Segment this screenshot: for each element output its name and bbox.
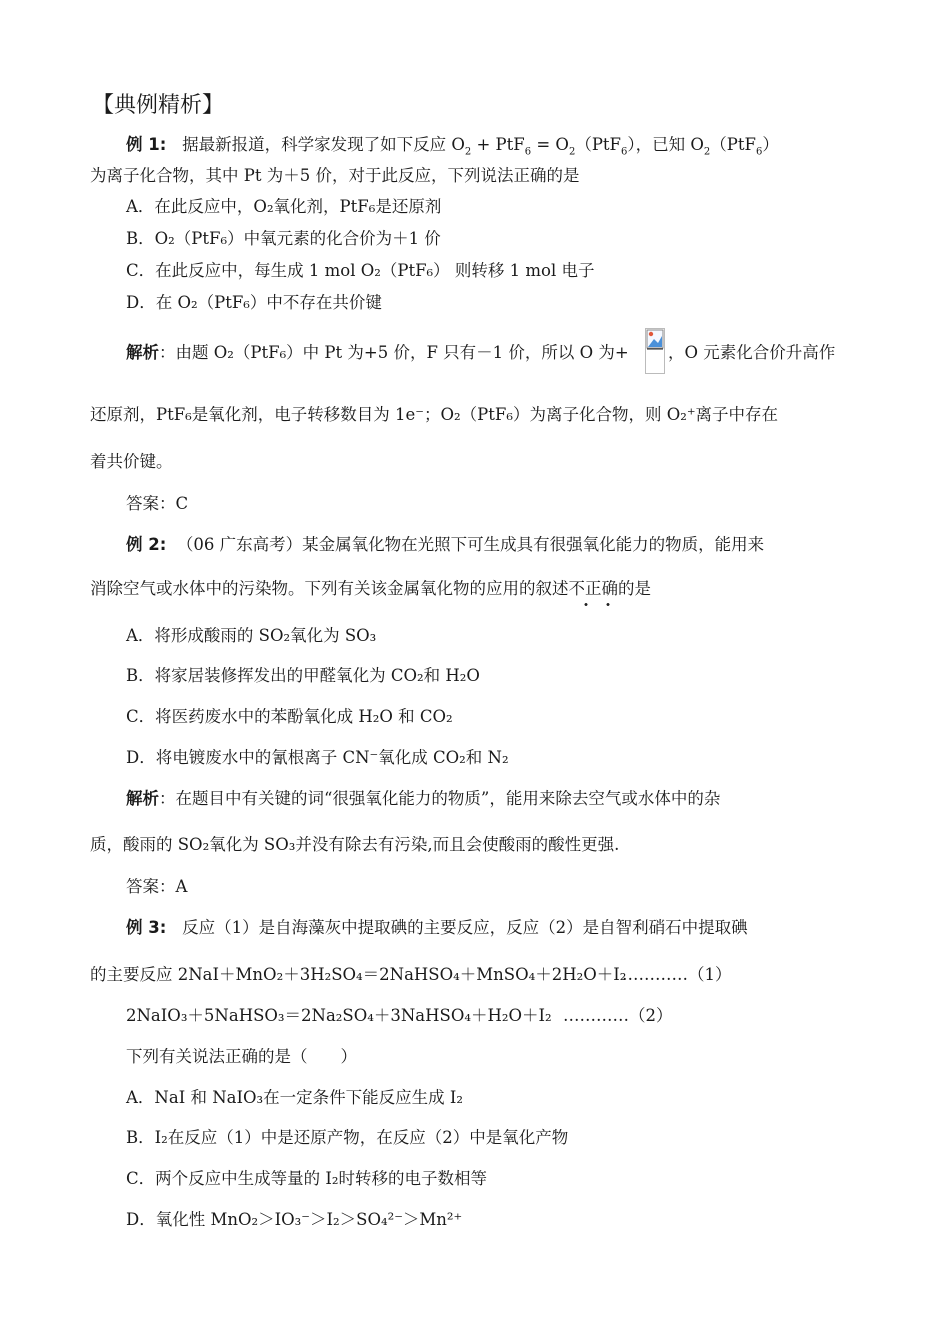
example-1-question-line-2: 为离子化合物，其中 Pt 为＋5 价，对于此反应，下列说法正确的是 — [90, 166, 580, 185]
example-1-analysis-line-3: 着共价键。 — [90, 452, 173, 471]
example-2-option-d: D．将电镀废水中的氰根离子 CN⁻氧化成 CO₂和 N₂ — [126, 748, 509, 767]
example-3-option-a: A．NaI 和 NaIO₃在一定条件下能反应生成 I₂ — [126, 1088, 464, 1107]
example-1-analysis-line-1-tail: ，O 元素化合价升高作 — [668, 343, 836, 362]
equation-2-number: …………（2） — [563, 1006, 673, 1025]
analysis-label: 解析 — [126, 789, 159, 808]
analysis-label: 解析 — [126, 343, 159, 362]
example-3-label: 例 3: — [126, 918, 167, 937]
example-2-option-c: C．将医药废水中的苯酚氧化成 H₂O 和 CO₂ — [126, 707, 453, 726]
example-3-question-line-1: 例 3: 反应（1）是自海藻灰中提取碘的主要反应，反应（2）是自智利硝石中提取碘 — [126, 918, 748, 937]
example-3-question-prompt: 下列有关说法正确的是（ ） — [126, 1047, 357, 1066]
example-1-option-b: B．O₂（PtF₆）中氧元素的化合价为＋1 价 — [126, 229, 441, 248]
example-1-option-c: C．在此反应中，每生成 1 mol O₂（PtF₆） 则转移 1 mol 电子 — [126, 261, 595, 280]
example-1-option-a: A．在此反应中，O₂氧化剂，PtF₆是还原剂 — [126, 197, 442, 216]
equation-1-number: …………（1） — [622, 965, 732, 984]
example-2-question-line-2: 消除空气或水体中的污染物。下列有关该金属氧化物的应用的叙述不正确的是 — [90, 579, 651, 598]
example-1-analysis-line-1: 解析：由题 O₂（PtF₆）中 Pt 为+5 价，F 只有－1 价，所以 O 为+ — [126, 343, 629, 362]
example-2-option-b: B．将家居装修挥发出的甲醛氧化为 CO₂和 H₂O — [126, 666, 480, 685]
example-3-equation-2: 2NaIO₃＋5NaHSO₃＝2Na₂SO₄＋3NaHSO₄＋H₂O＋I₂ — [126, 1006, 552, 1025]
example-2-question-line-1: 例 2: （06 广东高考）某金属氧化物在光照下可生成具有很强氧化能力的物质，能用来 — [126, 535, 765, 554]
emphasis-not-correct: 不正确 — [568, 579, 618, 598]
example-3-option-b: B．I₂在反应（1）中是还原产物，在反应（2）中是氧化产物 — [126, 1128, 569, 1147]
example-1-answer: 答案：C — [126, 494, 189, 513]
example-2-label: 例 2: — [126, 535, 167, 554]
example-2-answer: 答案：A — [126, 877, 188, 896]
example-2-analysis-line-2: 质，酸雨的 SO₂氧化为 SO₃并没有除去有污染,而且会使酸雨的酸性更强. — [90, 835, 620, 854]
example-2-analysis-line-1: 解析：在题目中有关键的词“很强氧化能力的物质”，能用来除去空气或水体中的杂 — [126, 789, 721, 808]
example-3-equation-1: 的主要反应 2NaI＋MnO₂＋3H₂SO₄＝2NaHSO₄＋MnSO₄＋2H₂O＋I₂ — [90, 965, 627, 984]
example-1-question-line-1: 例 1: 据最新报道，科学家发现了如下反应 $O_2 + PtF_6 = O_2(PtF_6)$，已知 $O_2(PtF_6)$ — [126, 135, 779, 158]
example-1-option-d: D．在 O₂（PtF₆）中不存在共价键 — [126, 293, 382, 312]
example-1-label: 例 1: — [126, 135, 167, 154]
example-2-option-a: A．将形成酸雨的 SO₂氧化为 SO₃ — [126, 626, 377, 645]
example-3-option-d: D．氧化性 MnO₂＞IO₃⁻＞I₂＞SO₄²⁻＞Mn²⁺ — [126, 1210, 463, 1229]
example-3-option-c: C．两个反应中生成等量的 I₂时转移的电子数相等 — [126, 1169, 488, 1188]
section-title: 【典例精析】 — [92, 93, 225, 118]
example-1-analysis-line-2: 还原剂，PtF₆是氧化剂，电子转移数目为 1e⁻；O₂（PtF₆）为离子化合物，则 O₂⁺离子中存在 — [90, 405, 779, 424]
broken-image-icon — [645, 328, 665, 374]
